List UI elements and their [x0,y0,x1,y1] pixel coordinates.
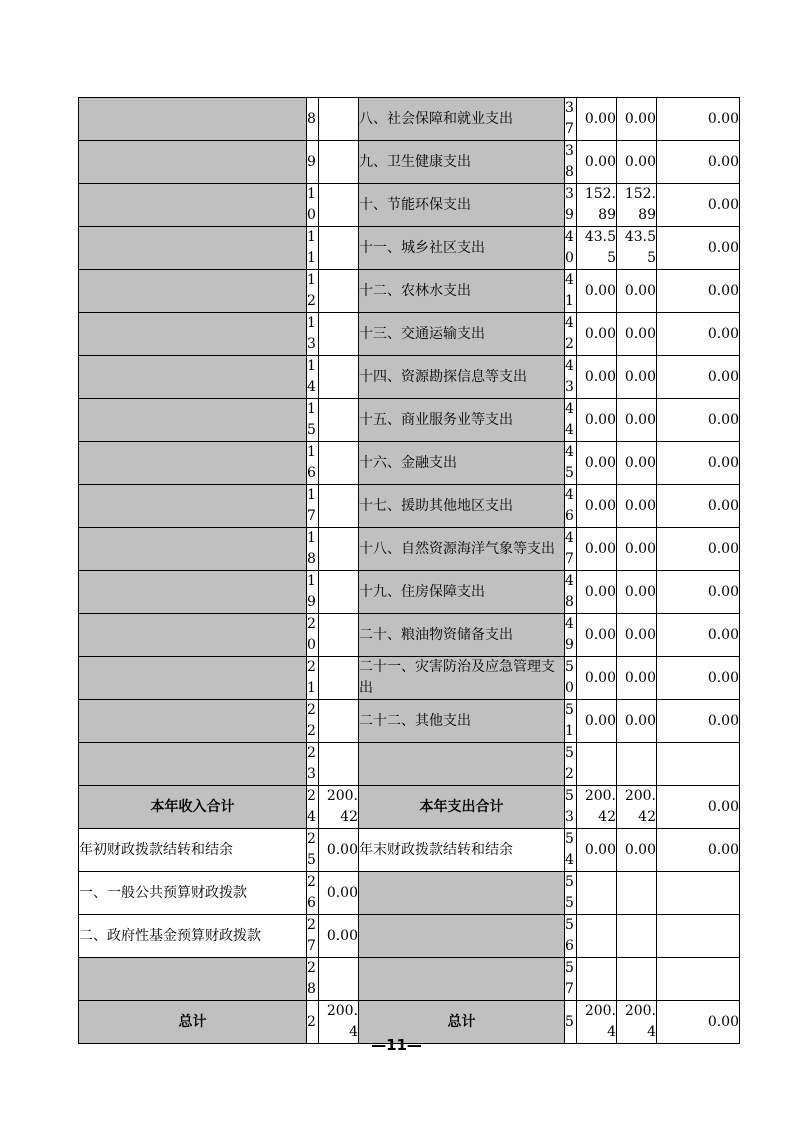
expense-fund-budget: 0.00 [657,1001,740,1044]
income-row-number: 17 [307,485,319,528]
expense-row-number: 53 [565,786,577,829]
table-row [79,227,740,270]
expense-fund-budget: 0.00 [657,528,740,571]
table-row [79,872,740,915]
income-item-name: 总计 [79,1001,307,1044]
expense-general-budget: 0.00 [617,442,657,485]
income-item-name [79,442,307,485]
income-amount [319,958,359,1001]
expense-item-name: 十七、援助其他地区支出 [359,485,565,528]
income-row-number: 21 [307,657,319,700]
table-row [79,270,740,313]
expense-item-name [359,872,565,915]
expense-total: 0.00 [577,399,617,442]
expense-item-name [359,958,565,1001]
expense-item-name: 十五、商业服务业等支出 [359,399,565,442]
income-amount [319,270,359,313]
expense-total: 0.00 [577,614,617,657]
expense-total: 0.00 [577,571,617,614]
income-row-number: 10 [307,184,319,227]
income-item-name: 年初财政拨款结转和结余 [79,829,307,872]
expense-fund-budget: 0.00 [657,270,740,313]
income-amount: 200.42 [319,786,359,829]
expense-fund-budget: 0.00 [657,141,740,184]
expense-row-number: 50 [565,657,577,700]
table-row [79,614,740,657]
expense-fund-budget [657,872,740,915]
expense-total: 0.00 [577,141,617,184]
expense-total: 0.00 [577,356,617,399]
expense-general-budget: 0.00 [617,614,657,657]
income-amount: 0.00 [319,872,359,915]
income-item-name [79,743,307,786]
expense-row-number: 49 [565,614,577,657]
expense-item-name: 二十、粮油物资储备支出 [359,614,565,657]
expense-total: 0.00 [577,485,617,528]
table-row [79,958,740,1001]
expense-total: 200.42 [577,786,617,829]
expense-fund-budget: 0.00 [657,184,740,227]
expense-fund-budget: 0.00 [657,614,740,657]
expense-row-number: 38 [565,141,577,184]
expense-item-name: 十、节能环保支出 [359,184,565,227]
expense-item-name: 总计 [359,1001,565,1044]
expense-fund-budget: 0.00 [657,571,740,614]
table-row [79,141,740,184]
expense-fund-budget: 0.00 [657,356,740,399]
expense-row-number: 37 [565,98,577,141]
expense-row-number: 54 [565,829,577,872]
expense-general-budget: 0.00 [617,829,657,872]
income-amount [319,614,359,657]
income-amount [319,743,359,786]
income-item-name [79,141,307,184]
expense-fund-budget [657,915,740,958]
expense-total: 152.89 [577,184,617,227]
table-row [79,743,740,786]
expense-item-name: 八、社会保障和就业支出 [359,98,565,141]
expense-fund-budget: 0.00 [657,399,740,442]
income-amount [319,356,359,399]
expense-general-budget: 0.00 [617,657,657,700]
table-row [79,786,740,829]
expense-total [577,915,617,958]
income-item-name: 本年收入合计 [79,786,307,829]
expense-fund-budget: 0.00 [657,829,740,872]
income-row-number: 13 [307,313,319,356]
income-amount: 0.00 [319,915,359,958]
expense-general-budget: 0.00 [617,313,657,356]
expense-total [577,743,617,786]
expense-fund-budget [657,743,740,786]
expense-general-budget: 0.00 [617,485,657,528]
income-item-name [79,356,307,399]
expense-item-name: 十二、农林水支出 [359,270,565,313]
income-amount [319,571,359,614]
table-row [79,657,740,700]
expense-total: 200.4 [577,1001,617,1044]
page-number: —11— [371,1036,422,1054]
income-row-number: 15 [307,399,319,442]
expense-item-name: 二十二、其他支出 [359,700,565,743]
table-row [79,700,740,743]
income-item-name [79,485,307,528]
table-row [79,829,740,872]
expense-general-budget [617,872,657,915]
income-amount [319,399,359,442]
expense-row-number: 41 [565,270,577,313]
income-row-number: 23 [307,743,319,786]
table-row [79,571,740,614]
expense-general-budget: 200.4 [617,1001,657,1044]
expense-item-name: 十四、资源勘探信息等支出 [359,356,565,399]
income-row-number: 9 [307,141,319,184]
expense-general-budget: 0.00 [617,528,657,571]
income-item-name: 二、政府性基金预算财政拨款 [79,915,307,958]
table-row [79,313,740,356]
income-item-name: 一、一般公共预算财政拨款 [79,872,307,915]
income-item-name [79,958,307,1001]
expense-item-name: 十九、住房保障支出 [359,571,565,614]
expense-total: 0.00 [577,442,617,485]
table-row [79,184,740,227]
expense-total: 0.00 [577,313,617,356]
expense-general-budget: 0.00 [617,98,657,141]
expense-row-number: 48 [565,571,577,614]
expense-general-budget: 200.42 [617,786,657,829]
table-row [79,356,740,399]
income-row-number: 11 [307,227,319,270]
table-row [79,442,740,485]
income-item-name [79,528,307,571]
expense-item-name: 九、卫生健康支出 [359,141,565,184]
expense-general-budget [617,958,657,1001]
expense-item-name: 十三、交通运输支出 [359,313,565,356]
expense-total: 0.00 [577,700,617,743]
income-amount [319,313,359,356]
expense-row-number: 44 [565,399,577,442]
table-row [79,485,740,528]
income-amount [319,700,359,743]
table-row [79,399,740,442]
expense-item-name: 十八、自然资源海洋气象等支出 [359,528,565,571]
expense-row-number: 57 [565,958,577,1001]
expense-fund-budget: 0.00 [657,442,740,485]
income-item-name [79,657,307,700]
expense-general-budget: 0.00 [617,399,657,442]
income-amount [319,528,359,571]
income-amount [319,657,359,700]
income-row-number: 24 [307,786,319,829]
expense-item-name: 十一、城乡社区支出 [359,227,565,270]
expense-fund-budget [657,958,740,1001]
expense-fund-budget: 0.00 [657,700,740,743]
income-amount: 0.00 [319,829,359,872]
expense-row-number: 52 [565,743,577,786]
expense-general-budget: 0.00 [617,356,657,399]
expense-row-number: 39 [565,184,577,227]
expense-fund-budget: 0.00 [657,227,740,270]
income-row-number: 25 [307,829,319,872]
expense-item-name: 年末财政拨款结转和结余 [359,829,565,872]
expense-fund-budget: 0.00 [657,485,740,528]
income-item-name [79,227,307,270]
income-item-name [79,399,307,442]
expense-item-name: 本年支出合计 [359,786,565,829]
income-row-number: 22 [307,700,319,743]
expense-row-number: 42 [565,313,577,356]
budget-table [78,97,740,1044]
expense-row-number: 45 [565,442,577,485]
expense-total: 0.00 [577,270,617,313]
expense-fund-budget: 0.00 [657,786,740,829]
income-item-name [79,184,307,227]
expense-row-number: 46 [565,485,577,528]
income-amount [319,227,359,270]
expense-total [577,958,617,1001]
income-amount [319,442,359,485]
income-row-number: 8 [307,98,319,141]
income-row-number: 20 [307,614,319,657]
expense-row-number: 47 [565,528,577,571]
expense-total: 0.00 [577,829,617,872]
expense-total: 0.00 [577,98,617,141]
expense-general-budget: 0.00 [617,700,657,743]
income-amount: 200.4 [319,1001,359,1044]
expense-total: 43.55 [577,227,617,270]
income-amount [319,98,359,141]
expense-total [577,872,617,915]
income-row-number: 26 [307,872,319,915]
expense-total: 0.00 [577,528,617,571]
expense-general-budget: 43.55 [617,227,657,270]
income-amount [319,485,359,528]
income-row-number: 14 [307,356,319,399]
expense-general-budget: 0.00 [617,571,657,614]
expense-item-name [359,915,565,958]
income-row-number: 2 [307,1001,319,1044]
expense-general-budget [617,915,657,958]
expense-row-number: 43 [565,356,577,399]
expense-fund-budget: 0.00 [657,98,740,141]
expense-item-name: 二十一、灾害防治及应急管理支出 [359,657,565,700]
table-row [79,528,740,571]
expense-row-number: 51 [565,700,577,743]
expense-general-budget [617,743,657,786]
income-item-name [79,571,307,614]
income-item-name [79,614,307,657]
expense-general-budget: 0.00 [617,270,657,313]
income-item-name [79,313,307,356]
expense-row-number: 40 [565,227,577,270]
expense-row-number: 55 [565,872,577,915]
expense-general-budget: 0.00 [617,141,657,184]
income-row-number: 28 [307,958,319,1001]
expense-fund-budget: 0.00 [657,657,740,700]
income-amount [319,141,359,184]
expense-general-budget: 152.89 [617,184,657,227]
table-row [79,915,740,958]
table-row [79,98,740,141]
income-row-number: 18 [307,528,319,571]
expense-item-name: 十六、金融支出 [359,442,565,485]
income-amount [319,184,359,227]
expense-item-name [359,743,565,786]
income-row-number: 19 [307,571,319,614]
expense-row-number: 5 [565,1001,577,1044]
expense-total: 0.00 [577,657,617,700]
income-row-number: 16 [307,442,319,485]
income-row-number: 27 [307,915,319,958]
expense-fund-budget: 0.00 [657,313,740,356]
income-item-name [79,700,307,743]
expense-row-number: 56 [565,915,577,958]
income-row-number: 12 [307,270,319,313]
income-item-name [79,270,307,313]
income-item-name [79,98,307,141]
